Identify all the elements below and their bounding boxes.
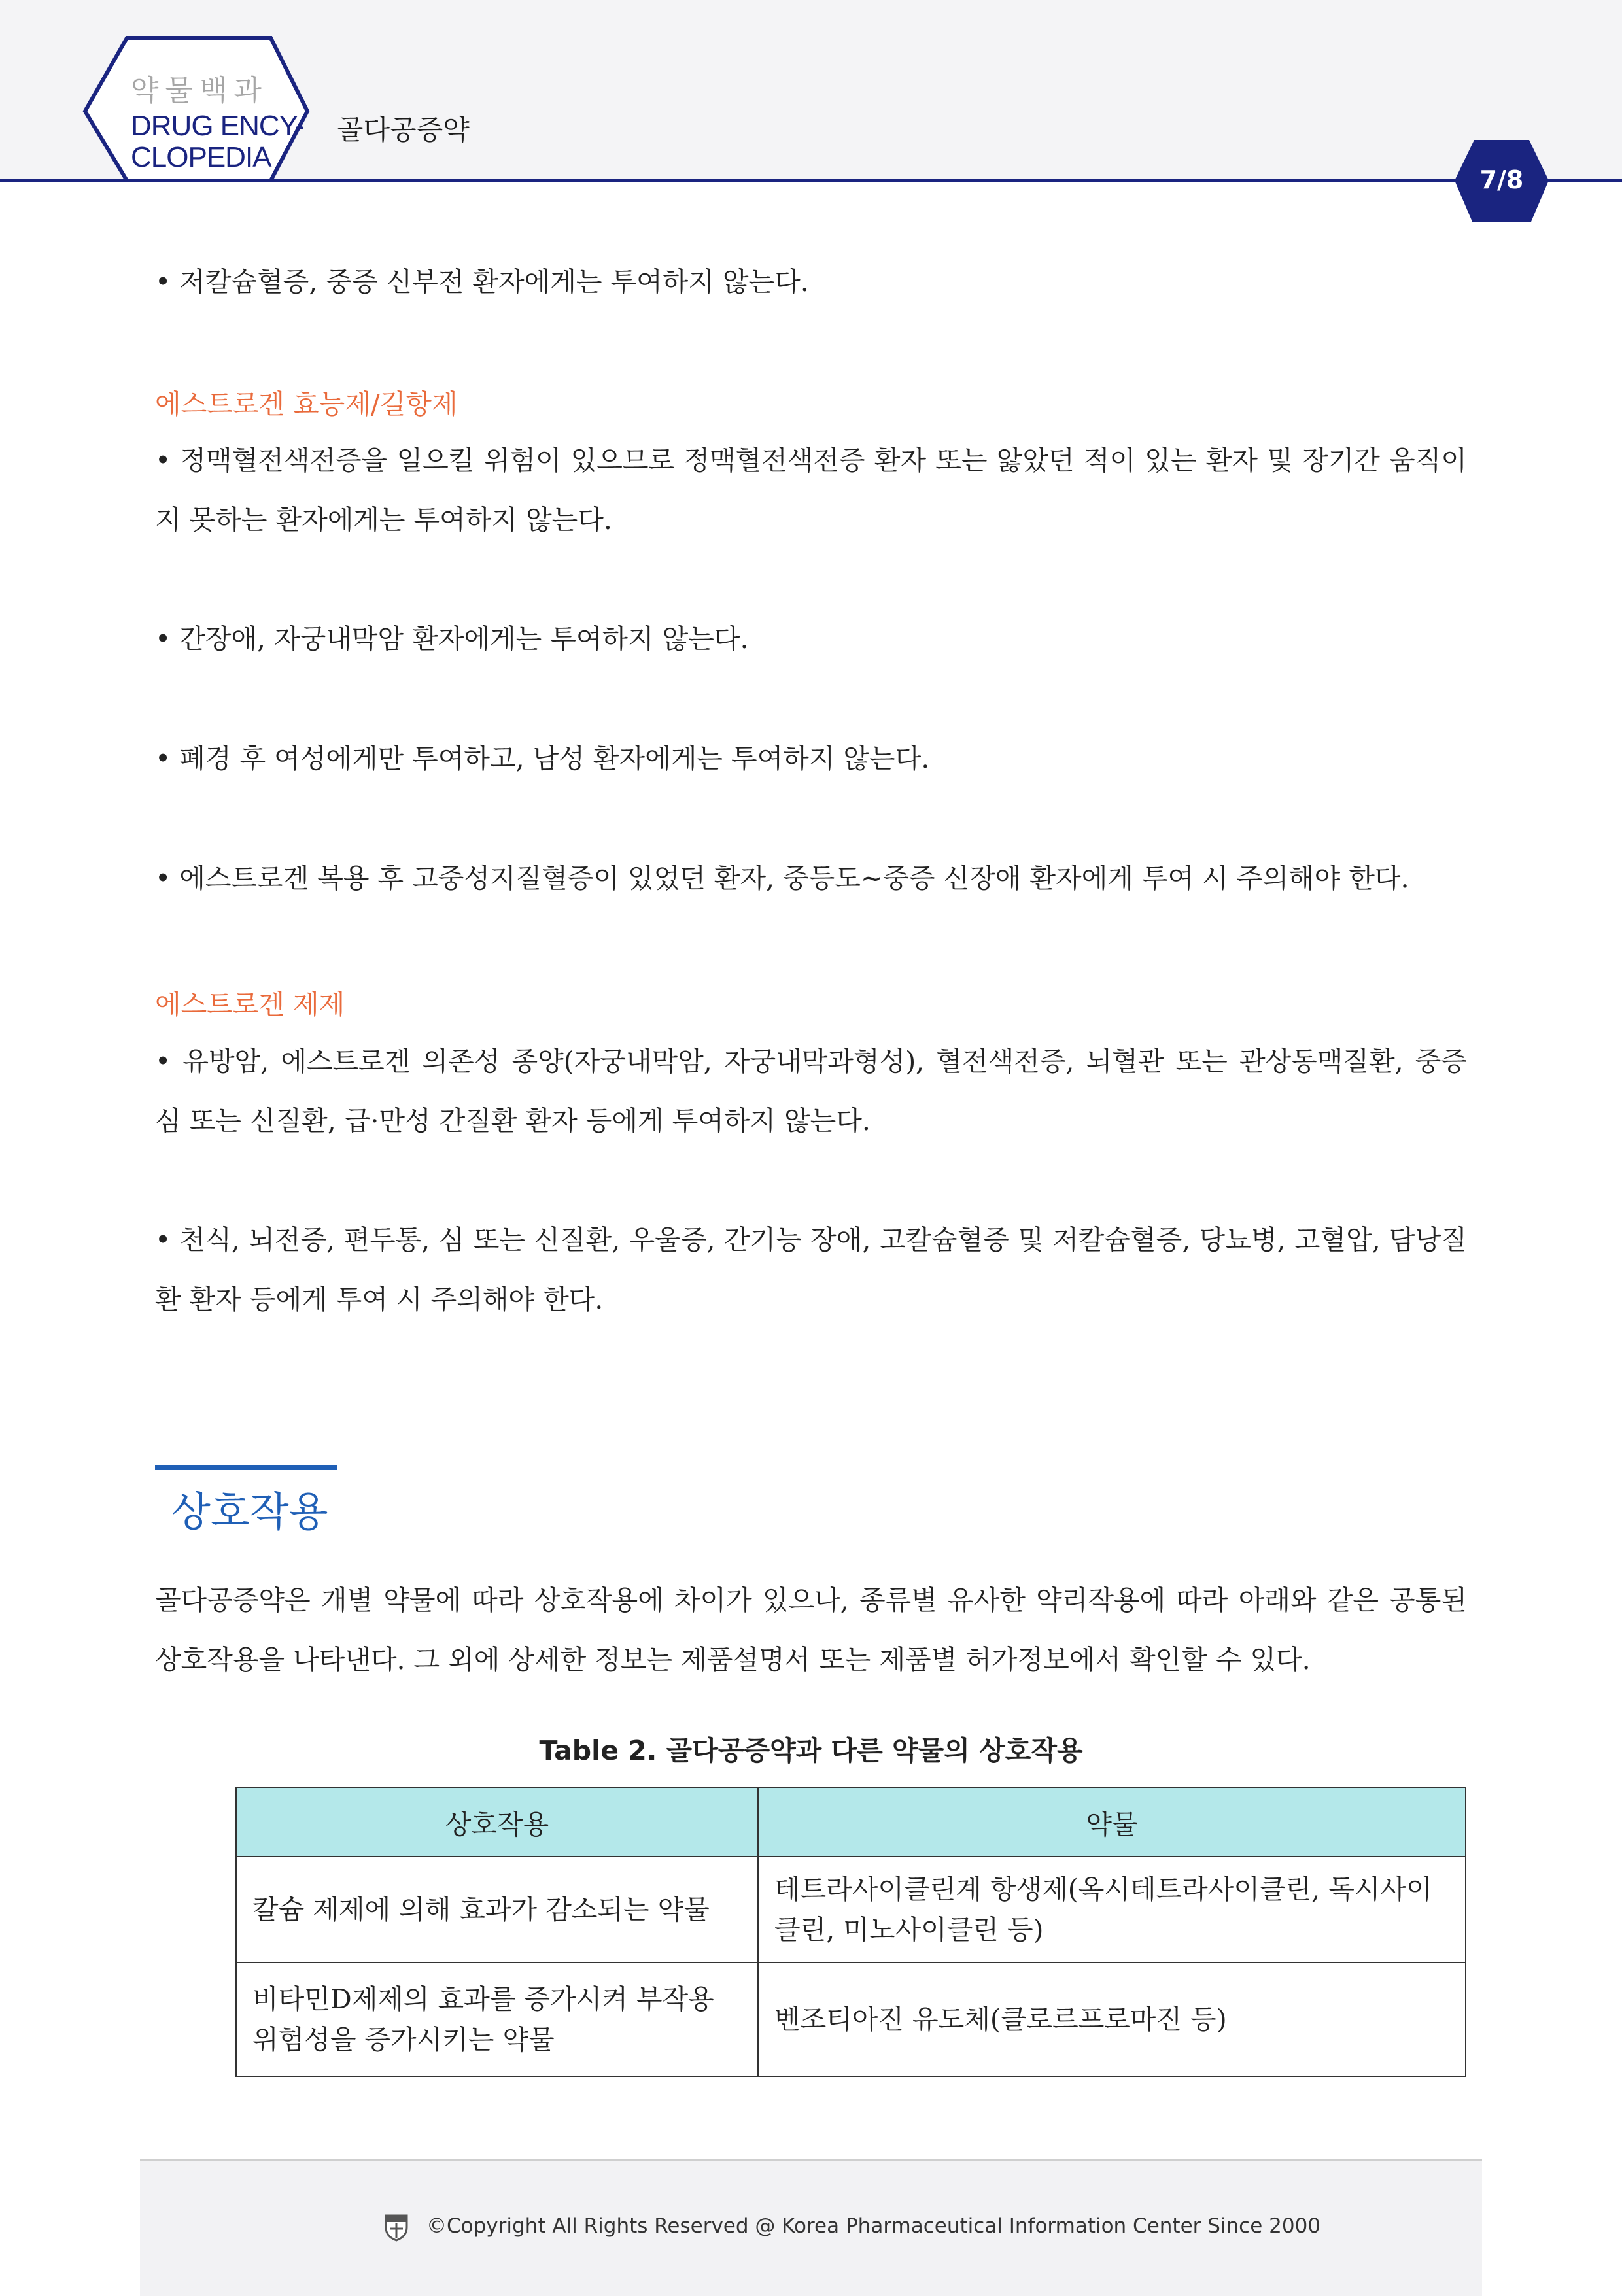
- row1-drug: 테트라사이클린계 항생제(옥시테트라사이클린, 독시사이클린, 미노사이클린 등): [758, 1857, 1466, 1962]
- logo-english-line1: DRUG ENCY-: [131, 110, 304, 142]
- table-caption: Table 2. 골다공증약과 다른 약물의 상호작용: [539, 1735, 1083, 1766]
- agonist-paragraph-3: • 폐경 후 여성에게만 투여하고, 남성 환자에게는 투여하지 않는다.: [155, 743, 930, 774]
- row2-interaction: 비타민D제제의 효과를 증가시켜 부작용 위험성을 증가시키는 약물: [236, 1962, 758, 2076]
- estrogen-paragraph-2: • 천식, 뇌전증, 편두통, 심 또는 신질환, 우울증, 간기능 장애, 고칼슘혈증 및 저칼슘혈증, 당뇨병, 고혈압, 담낭질환 환자 등에게 투여 시 주의해야 한다.: [155, 1224, 1467, 1315]
- agonist-paragraph-2: • 간장애, 자궁내막암 환자에게는 투여하지 않는다.: [155, 623, 749, 655]
- agonist-paragraph-1: • 정맥혈전색전증을 일으킬 위험이 있으므로 정맥혈전색전증 환자 또는 앓았던 적이 있는 환자 및 장기간 움직이지 못하는 환자에게는 투여하지 않는다.: [155, 445, 1467, 536]
- table-header-row: [236, 1787, 1466, 1857]
- footer-copyright: ©Copyright All Rights Reserved @ Korea Pharmaceutical Information Center Since 2000: [426, 2214, 1321, 2238]
- document-title: 골다공증약: [337, 114, 470, 146]
- logo-korean: 약물백과: [131, 74, 269, 107]
- interactions-intro: 골다공증약은 개별 약물에 따라 상호작용에 차이가 있으나, 종류별 유사한 약리작용에 따라 아래와 같은 공통된 상호작용을 나타낸다. 그 외에 상세한 정보는 제품설명서 또는 제품별 허가정보에서 확인할 수 있다.: [155, 1585, 1467, 1675]
- agonist-paragraph-4: • 에스트로겐 복용 후 고중성지질혈증이 있었던 환자, 중등도~중증 신장애 환자에게 투여 시 주의해야 한다.: [155, 863, 1409, 894]
- shield-logo-icon: [383, 2213, 409, 2242]
- section-title-bar: [155, 1465, 337, 1470]
- estrogen-paragraph-1: • 유방암, 에스트로겐 의존성 종양(자궁내막암, 자궁내막과형성), 혈전색전증, 뇌혈관 또는 관상동맥질환, 중증 심 또는 신질환, 급·만성 간질환 환자 등에게 투여하지 않는다.: [155, 1046, 1467, 1137]
- interactions-table: [235, 1787, 1466, 2077]
- bullet-hypocalcemia: • 저칼슘혈증, 중증 신부전 환자에게는 투여하지 않는다.: [155, 266, 809, 298]
- heading-estrogen-agonist: 에스트로겐 효능제/길항제: [155, 388, 458, 420]
- heading-estrogen-preparation: 에스트로겐 제제: [155, 989, 345, 1020]
- table-row: [236, 1857, 1466, 1962]
- header-interaction: 상호작용: [236, 1787, 758, 1857]
- row2-drug: 벤조티아진 유도체(클로르프로마진 등): [758, 1962, 1466, 2076]
- section-title-interactions: 상호작용: [171, 1488, 328, 1535]
- logo-english-line2: CLOPEDIA: [131, 141, 271, 173]
- table-row: [236, 1962, 1466, 2076]
- row1-interaction: 칼슘 제제에 의해 효과가 감소되는 약물: [236, 1857, 758, 1962]
- header-drug: 약물: [758, 1787, 1466, 1857]
- page-number: 7/8: [1479, 165, 1524, 194]
